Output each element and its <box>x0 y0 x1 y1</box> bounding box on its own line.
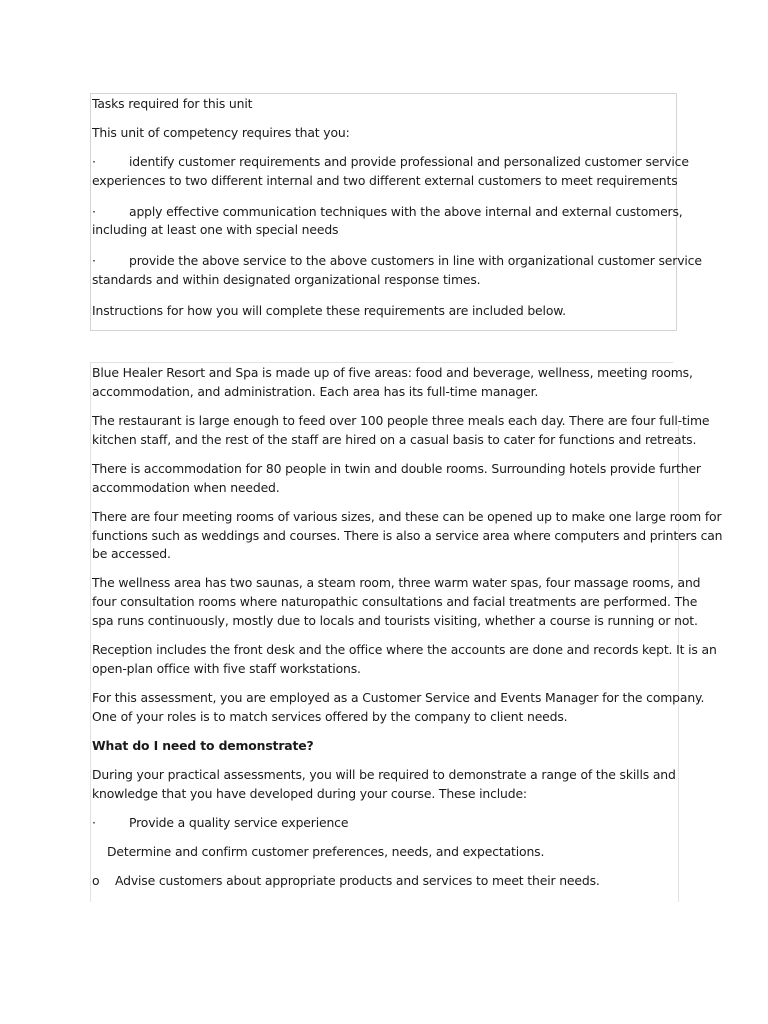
sub-bullet-marker: o <box>92 873 100 888</box>
paragraph-line: For this assessment, you are employed as a Customer Service and Events Manager for the company. <box>92 690 705 705</box>
paragraph-line: spa runs continuously, mostly due to locals and tourists visiting, whether a course is running or not. <box>92 613 698 628</box>
demonstrate-heading: What do I need to demonstrate? <box>92 738 314 753</box>
bullet-marker: · <box>92 253 96 268</box>
bullet-marker: · <box>92 815 96 830</box>
paragraph-line: During your practical assessments, you will be required to demonstrate a range of the skills and <box>92 767 676 782</box>
paragraph-line: Reception includes the front desk and the office where the accounts are done and records kept. It is an <box>92 642 717 657</box>
paragraph-line: There are four meeting rooms of various sizes, and these can be opened up to make one large room for <box>92 509 722 524</box>
paragraph-line: four consultation rooms where naturopathic consultations and facial treatments are performed. The <box>92 594 698 609</box>
paragraph-line: The wellness area has two saunas, a steam room, three warm water spas, four massage rooms, and <box>92 575 701 590</box>
paragraph-line: knowledge that you have developed during your course. These include: <box>92 786 527 801</box>
paragraph-line: open-plan office with five staff workstations. <box>92 661 361 676</box>
bullet-line: including at least one with special needs <box>92 222 339 237</box>
scenario-box-right-border <box>678 425 679 902</box>
bullet-marker: · <box>92 204 96 219</box>
paragraph-line: Blue Healer Resort and Spa is made up of five areas: food and beverage, wellness, meeting rooms, <box>92 365 693 380</box>
bullet-line: provide the above service to the above customers in line with organizational customer service <box>129 253 702 268</box>
bullet-line: experiences to two different internal and two different external customers to meet requirements <box>92 173 678 188</box>
bullet-line: Provide a quality service experience <box>129 815 349 830</box>
paragraph-line: There is accommodation for 80 people in twin and double rooms. Surrounding hotels provide further <box>92 461 701 476</box>
paragraph-line: accommodation, and administration. Each area has its full-time manager. <box>92 384 539 399</box>
sub-item-preferences: Determine and confirm customer preferences, needs, and expectations. <box>107 844 545 859</box>
sub-bullet-line: Advise customers about appropriate products and services to meet their needs. <box>115 873 600 888</box>
paragraph-line: kitchen staff, and the rest of the staff are hired on a casual basis to cater for functions and retreats. <box>92 432 697 447</box>
bullet-line: apply effective communication techniques with the above internal and external customers, <box>129 204 683 219</box>
paragraph-line: One of your roles is to match services offered by the company to client needs. <box>92 709 568 724</box>
paragraph-line: functions such as weddings and courses. There is also a service area where computers and printers can <box>92 528 723 543</box>
paragraph-line: accommodation when needed. <box>92 480 280 495</box>
tasks-instructions: Instructions for how you will complete these requirements are included below. <box>92 303 566 318</box>
tasks-heading: Tasks required for this unit <box>92 96 253 111</box>
scenario-box-left-border <box>90 362 91 902</box>
paragraph-line: The restaurant is large enough to feed over 100 people three meals each day. There are four full-time <box>92 413 710 428</box>
bullet-line: identify customer requirements and provide professional and personalized customer service <box>129 154 689 169</box>
paragraph-line: be accessed. <box>92 546 171 561</box>
bullet-marker: · <box>92 154 96 169</box>
tasks-intro: This unit of competency requires that you: <box>92 125 350 140</box>
bullet-line: standards and within designated organizational response times. <box>92 272 481 287</box>
